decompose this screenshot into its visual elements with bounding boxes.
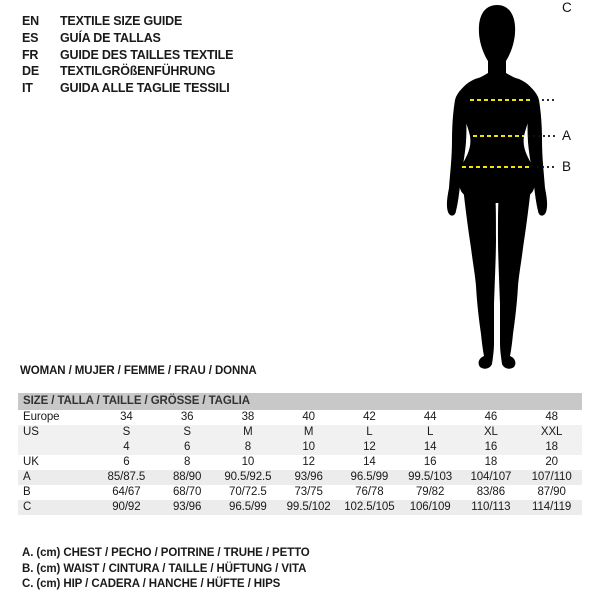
size-cell: 8 — [244, 441, 252, 453]
size-cell: 93/96 — [294, 471, 323, 483]
size-cell: 8 — [183, 456, 191, 468]
size-cell: 114/119 — [532, 501, 572, 513]
size-cell: 99.5/103 — [408, 471, 453, 483]
size-cell: 48 — [545, 411, 558, 423]
size-cell: 87/90 — [537, 486, 566, 498]
size-cell: 18 — [545, 441, 558, 453]
size-table-row — [18, 500, 582, 515]
size-cell: 64/67 — [112, 486, 141, 498]
size-cell: 107/110 — [531, 471, 572, 483]
size-cell: 44 — [423, 411, 437, 423]
size-cell: 40 — [302, 411, 315, 423]
size-cell: 34 — [120, 411, 133, 423]
body-measurement-figure — [440, 0, 600, 372]
size-table — [18, 393, 582, 515]
size-cell: L — [426, 426, 434, 438]
language-title: TEXTILE SIZE GUIDE — [60, 14, 183, 28]
size-cell: 6 — [123, 456, 130, 468]
size-cell: 20 — [545, 456, 558, 468]
size-cell: 102.5/105 — [344, 501, 395, 513]
measure-label-a: A — [562, 128, 572, 143]
language-row — [22, 80, 233, 97]
measure-label-c: C — [562, 0, 572, 15]
size-cell: M — [303, 426, 314, 438]
size-cell: 68/70 — [172, 486, 202, 498]
size-cell: 14 — [363, 456, 376, 468]
language-title: GUÍA DE TALLAS — [60, 30, 161, 45]
size-cell: 93/96 — [172, 501, 202, 513]
legend-line: A. (cm) CHEST / PECHO / POITRINE / TRUHE / PETTO — [22, 547, 310, 559]
size-row-label: B — [23, 486, 31, 498]
size-row-label: US — [23, 426, 39, 438]
size-cell: 6 — [183, 441, 191, 453]
size-cell: 18 — [484, 456, 498, 468]
size-cell: 76/78 — [355, 486, 384, 498]
size-table-row — [18, 425, 582, 440]
size-cell: 73/75 — [294, 486, 323, 498]
language-code: ES — [22, 30, 39, 45]
language-list — [22, 13, 233, 97]
size-cell: 16 — [484, 441, 498, 453]
language-row — [22, 63, 233, 80]
size-cell: 83/86 — [476, 486, 506, 498]
language-title: GUIDA ALLE TAGLIE TESSILI — [60, 81, 230, 96]
woman-silhouette-icon — [440, 0, 600, 372]
size-row-label: Europe — [23, 411, 60, 423]
size-cell: 70/72.5 — [229, 486, 267, 498]
measure-label-b: B — [562, 159, 572, 174]
size-row-label — [18, 440, 96, 455]
size-cell: 96.5/99 — [229, 501, 267, 513]
size-cell: 104/107 — [470, 471, 512, 483]
size-cell: 99.5/102 — [286, 501, 331, 513]
size-cell: 10 — [302, 441, 315, 453]
measure-legend — [22, 546, 310, 593]
size-table-row — [18, 410, 582, 425]
language-title: TEXTILGRÖßENFÜHRUNG — [60, 64, 216, 79]
size-cell: S — [122, 426, 131, 438]
size-cell: L — [366, 426, 373, 438]
size-table-body — [18, 410, 582, 515]
size-cell: 12 — [302, 456, 315, 468]
size-cell: 12 — [363, 441, 376, 453]
language-code: EN — [22, 14, 39, 28]
size-cell: 36 — [180, 411, 194, 423]
size-row-label: UK — [23, 456, 39, 468]
size-cell: 90.5/92.5 — [224, 471, 272, 483]
size-cell: S — [183, 426, 191, 438]
size-table-row — [18, 485, 582, 500]
size-cell: 14 — [423, 441, 437, 453]
size-cell: M — [243, 426, 253, 438]
language-row — [22, 47, 233, 64]
language-code: DE — [22, 64, 39, 79]
size-cell: 79/82 — [415, 486, 445, 498]
size-cell: 110/113 — [471, 501, 511, 513]
language-row — [22, 30, 233, 47]
legend-line: C. (cm) HIP / CADERA / HANCHE / HÜFTE / HIPS — [22, 578, 281, 591]
size-cell: XL — [483, 426, 498, 438]
size-cell: 88/90 — [172, 471, 202, 483]
language-code: IT — [22, 81, 33, 96]
size-cell: XXL — [540, 426, 563, 438]
size-table-row — [18, 455, 582, 470]
size-cell: 106/109 — [409, 501, 451, 513]
size-table-header: SIZE / TALLA / TAILLE / GRÖSSE / TAGLIA — [18, 393, 582, 410]
language-code: FR — [22, 47, 39, 62]
size-cell: 90/92 — [112, 501, 141, 513]
size-cell: 85/87.5 — [107, 471, 146, 483]
woman-heading: WOMAN / MUJER / FEMME / FRAU / DONNA — [20, 365, 257, 377]
size-table-row — [18, 440, 582, 455]
size-row-label: A — [23, 471, 31, 483]
size-cell: 96.5/99 — [350, 471, 389, 483]
legend-line: B. (cm) WAIST / CINTURA / TAILLE / HÜFTUNG / VITA — [22, 562, 307, 575]
language-row — [22, 13, 233, 30]
size-cell: 4 — [123, 441, 130, 453]
size-table-row — [18, 470, 582, 485]
size-cell: 38 — [241, 411, 255, 423]
size-cell: 10 — [241, 456, 255, 468]
language-title: GUIDE DES TAILLES TEXTILE — [60, 47, 234, 62]
size-cell: 42 — [363, 411, 376, 423]
size-cell: 46 — [484, 411, 498, 423]
size-cell: 16 — [423, 456, 437, 468]
size-row-label: C — [23, 501, 32, 513]
